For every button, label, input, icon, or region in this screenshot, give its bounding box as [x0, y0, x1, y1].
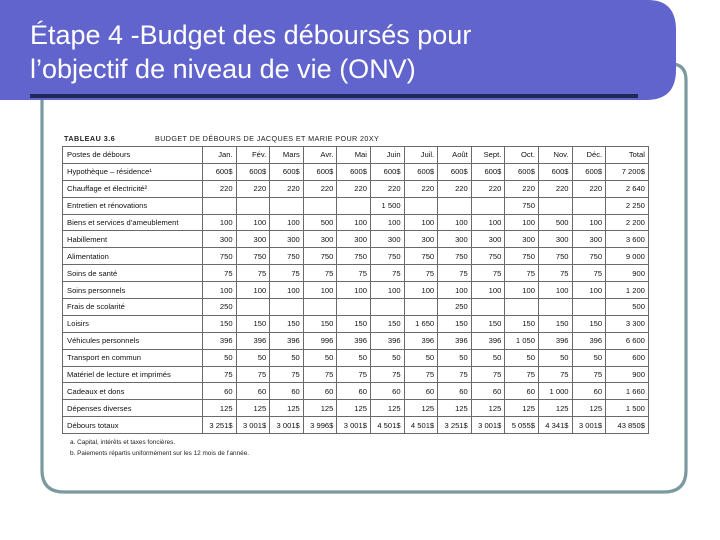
table-cell: 125	[303, 400, 337, 417]
row-label: Matériel de lecture et imprimés	[63, 366, 203, 383]
table-cell: 125	[404, 400, 438, 417]
table-cell: 220	[203, 180, 237, 197]
table-row	[63, 282, 649, 299]
table-cell: 150	[438, 315, 472, 332]
table-cell: 396	[538, 332, 572, 349]
table-cell	[337, 197, 371, 214]
table-cell: 150	[505, 315, 539, 332]
table-cell	[303, 299, 337, 316]
table-cell	[471, 197, 505, 214]
table-cell: 220	[404, 180, 438, 197]
table-cell: 50	[270, 349, 304, 366]
table-cell: 4 501$	[404, 417, 438, 434]
table-cell: 100	[337, 214, 371, 231]
table-cell: 100	[538, 282, 572, 299]
table-cell: 75	[370, 265, 404, 282]
row-label: Habillement	[63, 231, 203, 248]
table-cell: 750	[438, 248, 472, 265]
table-cell: 1 200	[606, 282, 649, 299]
table-cell	[337, 299, 371, 316]
column-header-month: Juin	[370, 147, 404, 164]
table-row	[63, 332, 649, 349]
table-cell: 500	[538, 214, 572, 231]
table-cell: 125	[370, 400, 404, 417]
table-cell: 1 500	[370, 197, 404, 214]
table-cell: 396	[404, 332, 438, 349]
row-label: Hypothèque – résidence¹	[63, 163, 203, 180]
table-cell: 150	[370, 315, 404, 332]
table-cell: 3 251$	[438, 417, 472, 434]
table-cell: 75	[337, 366, 371, 383]
table-cell: 2 250	[606, 197, 649, 214]
table-cell: 100	[370, 282, 404, 299]
table-cell: 100	[438, 214, 472, 231]
table-cell: 75	[236, 265, 270, 282]
table-cell: 750	[370, 248, 404, 265]
table-cell: 396	[572, 332, 606, 349]
table-cell: 300	[270, 231, 304, 248]
column-header-item: Postes de débours	[63, 147, 203, 164]
column-header-month: Jan.	[203, 147, 237, 164]
table-cell: 50	[471, 349, 505, 366]
table-header-row	[63, 147, 649, 164]
table-cell: 100	[337, 282, 371, 299]
table-row	[63, 214, 649, 231]
table-cell: 600$	[438, 163, 472, 180]
table-cell: 100	[236, 214, 270, 231]
table-cell: 100	[471, 282, 505, 299]
table-cell: 75	[471, 366, 505, 383]
budget-table-area	[62, 132, 650, 459]
table-cell: 600$	[203, 163, 237, 180]
table-cell: 2 640	[606, 180, 649, 197]
table-row	[63, 400, 649, 417]
table-cell	[370, 299, 404, 316]
table-cell: 900	[606, 366, 649, 383]
budget-table	[62, 146, 649, 434]
table-cell: 50	[572, 349, 606, 366]
table-cell: 2 200	[606, 214, 649, 231]
table-row	[63, 231, 649, 248]
row-label: Chauffage et électricité²	[63, 180, 203, 197]
table-cell: 100	[572, 214, 606, 231]
table-cell: 75	[203, 366, 237, 383]
table-cell: 600$	[404, 163, 438, 180]
table-cell: 75	[270, 265, 304, 282]
slide-title-line-2: l’objectif de niveau de vie (ONV)	[30, 54, 416, 84]
table-cell: 4 501$	[370, 417, 404, 434]
table-note-a: a. Capital, intérêts et taxes foncières.	[70, 439, 176, 447]
table-cell: 3 251$	[203, 417, 237, 434]
table-cell: 100	[572, 282, 606, 299]
table-cell: 396	[203, 332, 237, 349]
column-header-month: Déc.	[572, 147, 606, 164]
table-cell: 300	[505, 231, 539, 248]
table-cell	[236, 197, 270, 214]
table-cell: 9 000	[606, 248, 649, 265]
table-cell: 150	[236, 315, 270, 332]
table-cell: 3 001$	[270, 417, 304, 434]
table-cell	[270, 299, 304, 316]
column-header-month: Août	[438, 147, 472, 164]
table-cell: 100	[303, 282, 337, 299]
table-cell: 750	[303, 248, 337, 265]
table-cell: 750	[505, 197, 539, 214]
table-row	[63, 248, 649, 265]
table-cell: 600$	[505, 163, 539, 180]
table-cell: 60	[270, 383, 304, 400]
table-cell: 1 000	[538, 383, 572, 400]
table-cell: 300	[370, 231, 404, 248]
table-cell: 60	[236, 383, 270, 400]
table-cell: 220	[572, 180, 606, 197]
table-cell: 75	[303, 366, 337, 383]
table-cell: 75	[438, 366, 472, 383]
table-cell: 100	[203, 214, 237, 231]
table-cell: 3 996$	[303, 417, 337, 434]
table-cell: 50	[337, 349, 371, 366]
table-cell: 300	[572, 231, 606, 248]
table-cell: 150	[203, 315, 237, 332]
table-cell: 1 500	[606, 400, 649, 417]
table-row	[63, 180, 649, 197]
table-cell: 6 600	[606, 332, 649, 349]
table-cell: 250	[203, 299, 237, 316]
table-cell: 220	[270, 180, 304, 197]
table-cell: 100	[270, 214, 304, 231]
table-cell: 75	[370, 366, 404, 383]
table-cell: 60	[404, 383, 438, 400]
column-header-month: Avr.	[303, 147, 337, 164]
table-cell	[471, 299, 505, 316]
table-cell: 50	[404, 349, 438, 366]
table-cell: 43 850$	[606, 417, 649, 434]
column-header-month: Mai	[337, 147, 371, 164]
table-row	[63, 197, 649, 214]
table-cell: 7 200$	[606, 163, 649, 180]
table-cell	[303, 197, 337, 214]
table-cell: 3 001$	[471, 417, 505, 434]
column-header-month: Nov.	[538, 147, 572, 164]
table-cell: 500	[303, 214, 337, 231]
table-cell: 150	[471, 315, 505, 332]
row-label: Soins de santé	[63, 265, 203, 282]
table-cell: 500	[606, 299, 649, 316]
table-row	[63, 265, 649, 282]
table-cell: 1 650	[404, 315, 438, 332]
row-label: Véhicules personnels	[63, 332, 203, 349]
table-cell: 75	[538, 265, 572, 282]
table-cell: 220	[370, 180, 404, 197]
table-cell: 100	[438, 282, 472, 299]
table-cell: 125	[572, 400, 606, 417]
table-cell: 100	[505, 282, 539, 299]
table-cell	[505, 299, 539, 316]
table-cell: 75	[303, 265, 337, 282]
table-cell: 75	[538, 366, 572, 383]
row-label: Dépenses diverses	[63, 400, 203, 417]
table-cell: 125	[203, 400, 237, 417]
table-row	[63, 349, 649, 366]
table-cell: 1 660	[606, 383, 649, 400]
table-cell	[538, 197, 572, 214]
table-cell: 75	[404, 366, 438, 383]
table-cell: 75	[404, 265, 438, 282]
column-header-month: Sept.	[471, 147, 505, 164]
table-cell: 150	[303, 315, 337, 332]
table-cell	[203, 197, 237, 214]
table-cell: 3 001$	[337, 417, 371, 434]
table-note-b: b. Paiements répartis uniformément sur les 12 mois de l’année.	[70, 450, 250, 458]
column-header-month: Oct.	[505, 147, 539, 164]
table-cell: 50	[370, 349, 404, 366]
table-cell: 396	[370, 332, 404, 349]
table-cell: 125	[236, 400, 270, 417]
table-cell: 220	[471, 180, 505, 197]
row-label: Alimentation	[63, 248, 203, 265]
table-cell: 100	[270, 282, 304, 299]
table-cell: 100	[370, 214, 404, 231]
table-cell: 60	[438, 383, 472, 400]
table-cell: 100	[505, 214, 539, 231]
table-cell: 60	[203, 383, 237, 400]
row-label: Biens et services d’ameublement	[63, 214, 203, 231]
table-cell: 100	[404, 214, 438, 231]
table-cell: 50	[505, 349, 539, 366]
table-cell	[538, 299, 572, 316]
table-cell: 396	[337, 332, 371, 349]
table-cell: 396	[471, 332, 505, 349]
table-cell: 300	[438, 231, 472, 248]
table-cell: 60	[337, 383, 371, 400]
table-cell: 75	[203, 265, 237, 282]
row-label: Transport en commun	[63, 349, 203, 366]
table-row	[63, 163, 649, 180]
table-cell: 750	[236, 248, 270, 265]
table-cell: 3 001$	[572, 417, 606, 434]
table-row	[63, 299, 649, 316]
row-label: Loisirs	[63, 315, 203, 332]
row-label: Soins personnels	[63, 282, 203, 299]
table-cell: 50	[303, 349, 337, 366]
table-cell: 1 050	[505, 332, 539, 349]
table-cell: 750	[337, 248, 371, 265]
table-number: TABLEAU 3.6	[64, 134, 116, 143]
table-cell: 125	[505, 400, 539, 417]
table-cell: 900	[606, 265, 649, 282]
column-header-month: Total	[606, 147, 649, 164]
table-cell: 75	[337, 265, 371, 282]
table-cell	[572, 299, 606, 316]
title-underline	[30, 94, 638, 98]
table-cell: 250	[438, 299, 472, 316]
table-cell: 600	[606, 349, 649, 366]
table-cell	[270, 197, 304, 214]
table-cell: 100	[236, 282, 270, 299]
table-cell: 75	[572, 366, 606, 383]
table-cell: 100	[471, 214, 505, 231]
table-cell: 75	[505, 366, 539, 383]
table-cell	[438, 197, 472, 214]
table-cell: 50	[438, 349, 472, 366]
row-label: Cadeaux et dons	[63, 383, 203, 400]
table-cell: 600$	[471, 163, 505, 180]
table-cell: 396	[236, 332, 270, 349]
table-row	[63, 315, 649, 332]
table-cell: 396	[270, 332, 304, 349]
table-cell: 750	[505, 248, 539, 265]
table-cell: 60	[505, 383, 539, 400]
table-cell: 300	[337, 231, 371, 248]
table-cell: 4 341$	[538, 417, 572, 434]
table-cell: 220	[438, 180, 472, 197]
table-cell: 300	[236, 231, 270, 248]
table-cell: 750	[203, 248, 237, 265]
table-cell: 750	[572, 248, 606, 265]
column-header-month: Juil.	[404, 147, 438, 164]
table-cell: 996	[303, 332, 337, 349]
table-cell: 5 055$	[505, 417, 539, 434]
table-cell: 600$	[538, 163, 572, 180]
table-cell: 100	[203, 282, 237, 299]
table-cell: 75	[471, 265, 505, 282]
table-cell: 75	[236, 366, 270, 383]
column-header-month: Mars	[270, 147, 304, 164]
table-cell: 75	[438, 265, 472, 282]
table-cell	[236, 299, 270, 316]
table-cell: 600$	[370, 163, 404, 180]
table-cell: 3 300	[606, 315, 649, 332]
table-cell: 60	[572, 383, 606, 400]
table-cell: 60	[370, 383, 404, 400]
table-cell: 600$	[337, 163, 371, 180]
table-cell: 750	[270, 248, 304, 265]
table-cell: 60	[471, 383, 505, 400]
table-cell: 125	[471, 400, 505, 417]
table-cell: 750	[404, 248, 438, 265]
table-cell: 220	[303, 180, 337, 197]
table-row	[63, 366, 649, 383]
table-caption	[62, 132, 650, 146]
table-cell	[404, 299, 438, 316]
table-cell: 300	[303, 231, 337, 248]
table-cell: 100	[404, 282, 438, 299]
table-cell: 75	[572, 265, 606, 282]
table-cell: 75	[270, 366, 304, 383]
table-cell: 150	[337, 315, 371, 332]
table-cell: 75	[505, 265, 539, 282]
table-cell: 150	[270, 315, 304, 332]
table-cell: 220	[505, 180, 539, 197]
table-cell: 125	[337, 400, 371, 417]
table-cell: 125	[270, 400, 304, 417]
table-cell	[404, 197, 438, 214]
table-cell: 50	[236, 349, 270, 366]
table-cell: 150	[572, 315, 606, 332]
table-cell: 300	[203, 231, 237, 248]
row-label: Débours totaux	[63, 417, 203, 434]
table-cell: 220	[337, 180, 371, 197]
column-header-month: Fév.	[236, 147, 270, 164]
table-cell: 150	[538, 315, 572, 332]
table-cell: 750	[471, 248, 505, 265]
table-cell: 600$	[572, 163, 606, 180]
table-cell: 220	[236, 180, 270, 197]
table-cell: 300	[404, 231, 438, 248]
table-title: BUDGET DE DÉBOURS DE JACQUES ET MARIE POUR 20XY	[155, 134, 380, 143]
slide-title-line-1: Étape 4 -Budget des déboursés pour	[30, 20, 472, 50]
table-cell: 50	[538, 349, 572, 366]
table-notes	[62, 437, 650, 459]
table-cell: 3 600	[606, 231, 649, 248]
table-row	[63, 383, 649, 400]
table-cell: 60	[303, 383, 337, 400]
table-cell: 750	[538, 248, 572, 265]
table-cell: 125	[438, 400, 472, 417]
table-cell: 600$	[303, 163, 337, 180]
row-label: Frais de scolarité	[63, 299, 203, 316]
table-cell: 300	[538, 231, 572, 248]
table-cell: 125	[538, 400, 572, 417]
row-label: Entretien et rénovations	[63, 197, 203, 214]
table-cell: 50	[203, 349, 237, 366]
table-cell: 600$	[270, 163, 304, 180]
table-cell: 396	[438, 332, 472, 349]
slide-title	[30, 18, 650, 86]
table-total-row	[63, 417, 649, 434]
table-cell: 600$	[236, 163, 270, 180]
table-cell	[572, 197, 606, 214]
table-cell: 3 001$	[236, 417, 270, 434]
table-cell: 300	[471, 231, 505, 248]
table-cell: 220	[538, 180, 572, 197]
